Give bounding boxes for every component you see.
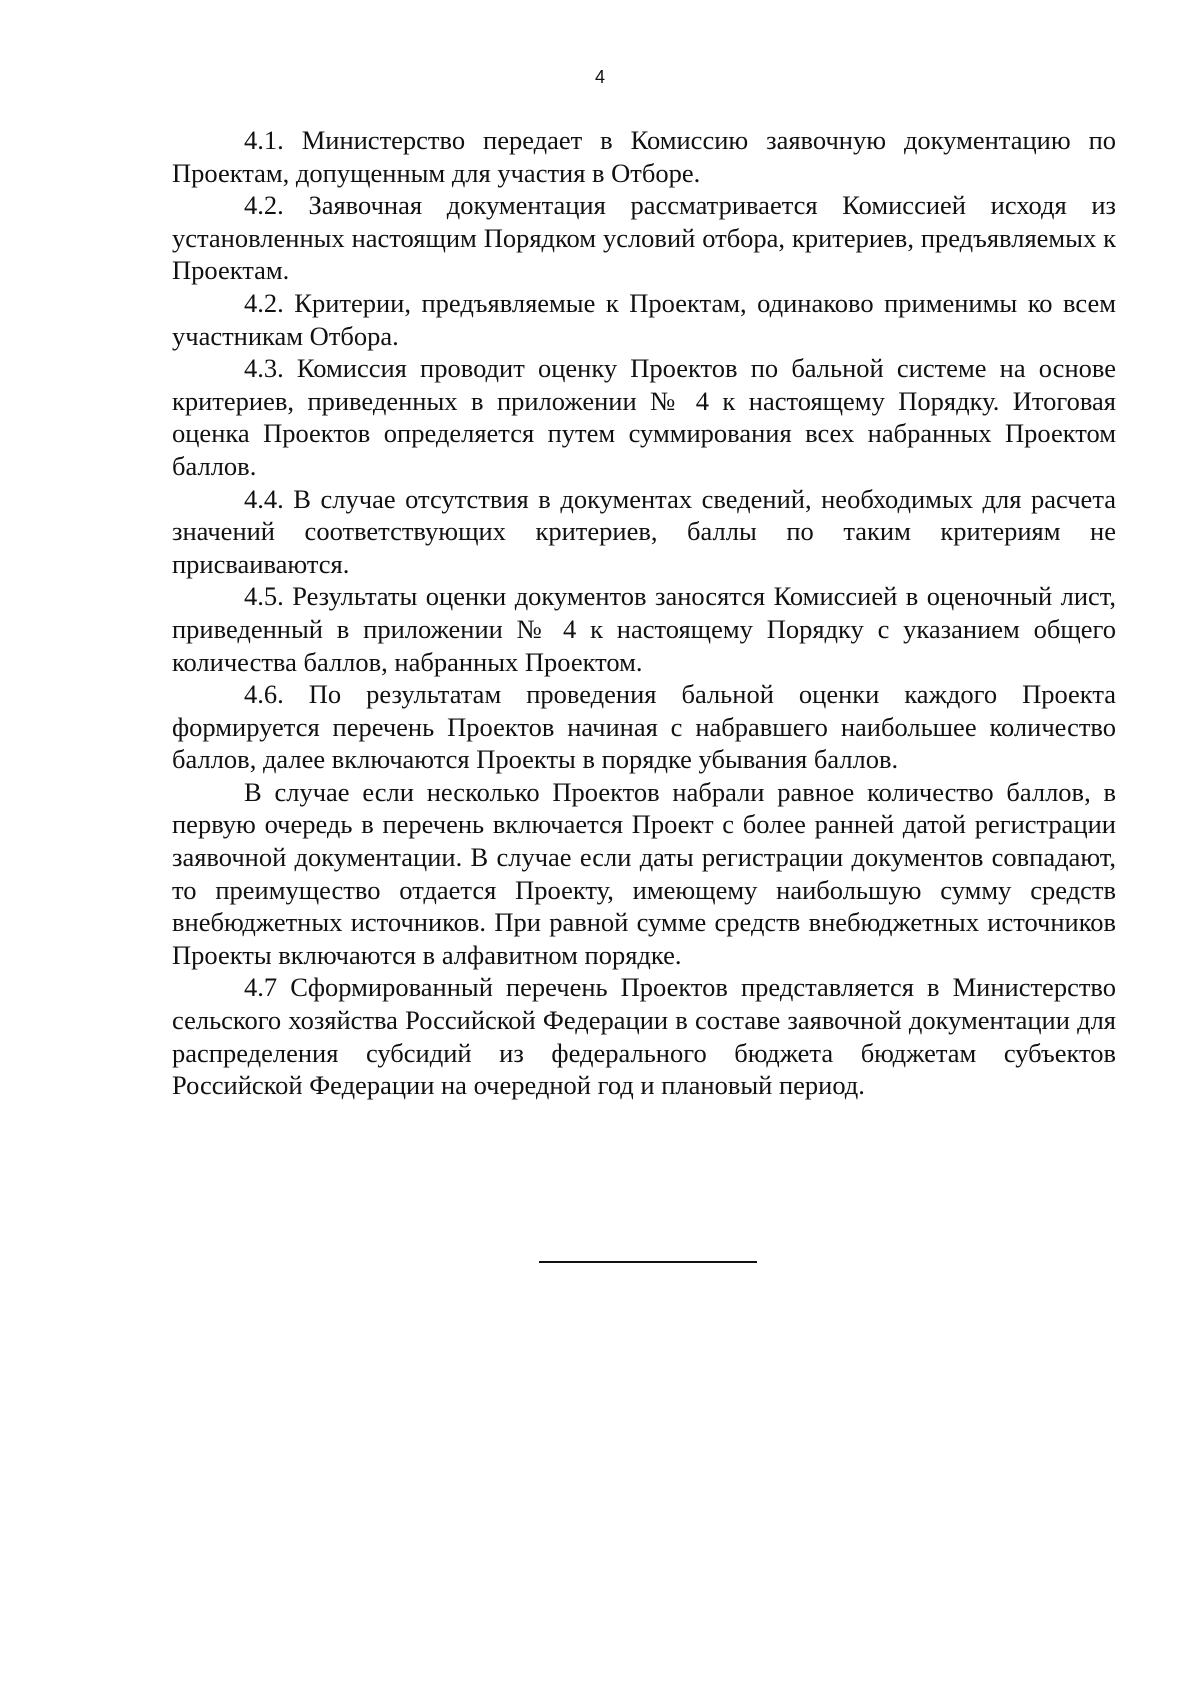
page-number: 4	[594, 67, 605, 87]
paragraph-4-1: 4.1. Министерство передает в Комиссию заявочную документацию по Проектам, допущенным для участия в Отборе.	[172, 125, 1116, 188]
paragraph-4-4: 4.4. В случае отсутствия в документах сведений, необходимых для расчета значений соответствующих критериев, баллы по таким критериям не присваиваются.	[172, 483, 1116, 579]
paragraph-4-6: 4.6. По результатам проведения бальной оценки каждого Проекта формируется перечень Проектов начиная с набравшего наибольшее количество баллов, далее включаются Проекты в порядке убывания баллов.	[172, 679, 1116, 775]
paragraph-4-2-b: 4.2. Критерии, предъявляемые к Проектам, одинаково применимы ко всем участникам Отбора.	[172, 287, 1116, 351]
paragraph-4-6-continued: В случае если несколько Проектов набрали равное количество баллов, в первую очередь в перечень включается Проект с более ранней датой регистрации заявочной документации. В случае если даты регистрации документов совпадают, то преимущество отдается Проекту, имеющему наибольшую сумму средств внебюджетных источников. При равной сумме средств внебюджетных источников Проекты включаются в алфавитном порядке.	[172, 776, 1116, 970]
closing-divider-line	[539, 1261, 757, 1263]
paragraph-4-3: 4.3. Комиссия проводит оценку Проектов по бальной системе на основе критериев, приведенных в приложении № 4 к настоящему Порядку. Итоговая оценка Проектов определяется путем суммирования всех набранных Проектом баллов.	[172, 353, 1116, 481]
paragraph-4-2-a: 4.2. Заявочная документация рассматривается Комиссией исходя из установленных настоящим Порядком условий отбора, критериев, предъявляемых к Проектам.	[172, 190, 1116, 286]
document-body	[172, 124, 1116, 1102]
paragraph-4-5: 4.5. Результаты оценки документов заносятся Комиссией в оценочный лист, приведенный в приложении № 4 к настоящему Порядку с указанием общего количества баллов, набранных Проектом.	[172, 581, 1116, 677]
paragraph-4-7: 4.7 Сформированный перечень Проектов представляется в Министерство сельского хозяйства Российской Федерации в составе заявочной документации для распределения субсидий из федерального бюджета бюджетам субъектов Российской Федерации на очередной год и плановый период.	[172, 972, 1116, 1101]
